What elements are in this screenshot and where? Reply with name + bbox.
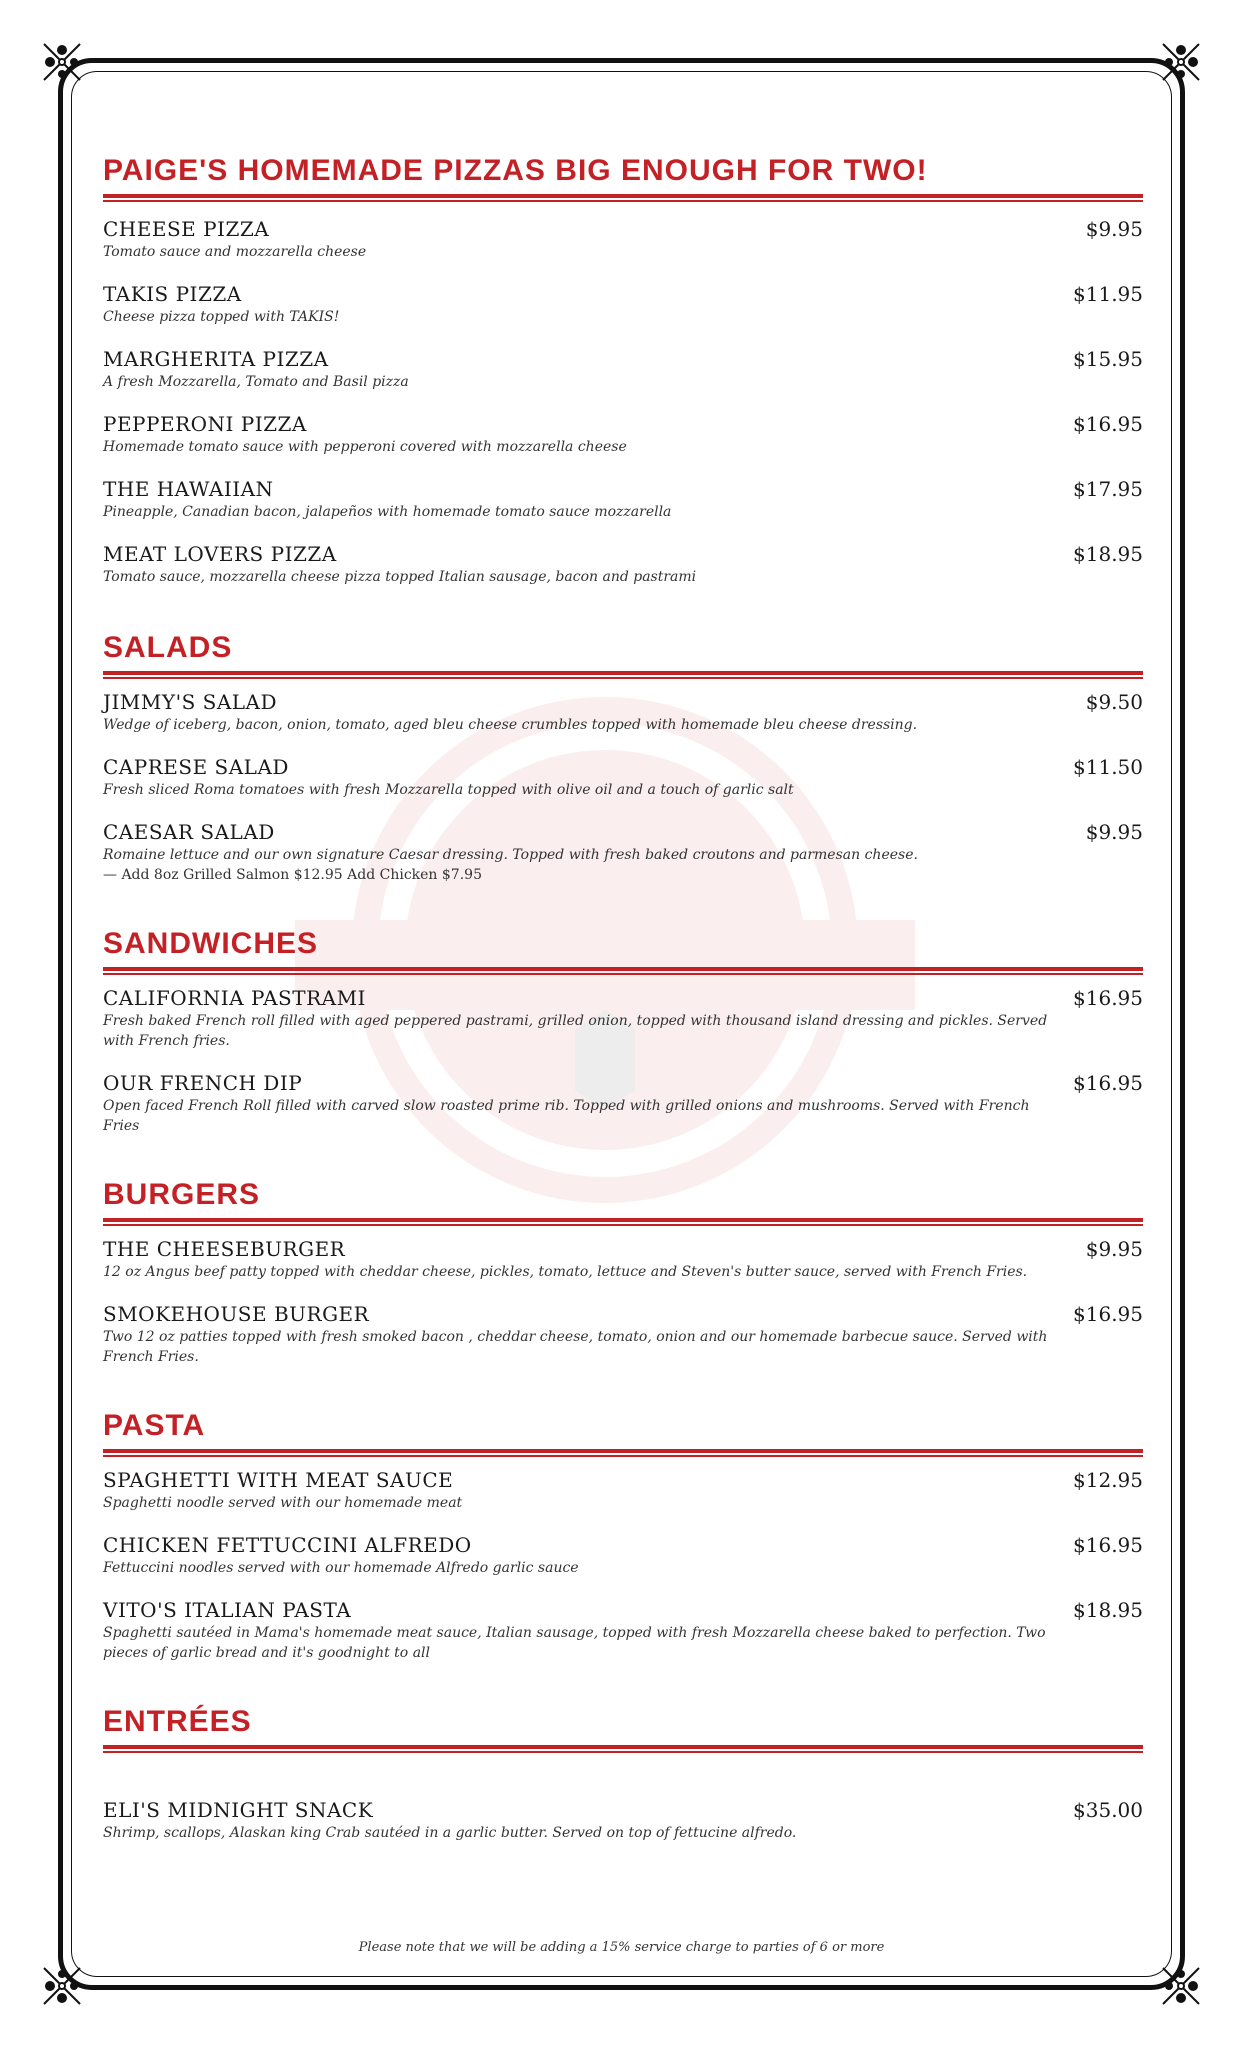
item-price: $16.95 bbox=[1073, 1302, 1143, 1326]
corner-ornament-icon bbox=[40, 1964, 84, 2008]
menu-section-pasta bbox=[103, 1407, 1143, 1663]
menu-section-salads bbox=[103, 629, 1143, 885]
item-description: Two 12 oz patties topped with fresh smoked bacon , cheddar cheese, tomato, onion and our homemade barbecue sauce. Served with French Fries. bbox=[103, 1329, 1048, 1365]
item-name: THE HAWAIIAN bbox=[103, 477, 274, 501]
item-price: $9.95 bbox=[1085, 1237, 1143, 1261]
item-description: Fresh baked French roll filled with aged peppered pastrami, grilled onion, topped with thousand island dressing and pickles. Served with French fries. bbox=[103, 1013, 1048, 1049]
item-description: Pineapple, Canadian bacon, jalapeños with homemade tomato sauce mozzarella bbox=[103, 504, 672, 520]
item-name: SPAGHETTI WITH MEAT SAUCE bbox=[103, 1468, 454, 1492]
section-divider bbox=[103, 1745, 1143, 1755]
item-name: CAESAR SALAD bbox=[103, 820, 275, 844]
menu-section-entrees bbox=[103, 1703, 1143, 1843]
item-name: CAPRESE SALAD bbox=[103, 755, 289, 779]
item-description: Romaine lettuce and our own signature Caesar dressing. Topped with fresh baked croutons and parmesan cheese. bbox=[103, 847, 918, 863]
menu-item bbox=[103, 689, 1143, 735]
section-divider bbox=[103, 1218, 1143, 1228]
menu-content bbox=[103, 152, 1143, 1843]
item-name: ELI'S MIDNIGHT SNACK bbox=[103, 1798, 374, 1822]
item-price: $16.95 bbox=[1073, 412, 1143, 436]
section-divider bbox=[103, 967, 1143, 977]
menu-item bbox=[103, 1236, 1143, 1282]
item-price: $15.95 bbox=[1073, 347, 1143, 371]
item-price: $9.95 bbox=[1085, 820, 1143, 844]
item-price: $9.50 bbox=[1085, 690, 1143, 714]
menu-section-burgers bbox=[103, 1176, 1143, 1367]
menu-item bbox=[103, 281, 1143, 327]
item-description: Homemade tomato sauce with pepperoni covered with mozzarella cheese bbox=[103, 439, 627, 455]
menu-item bbox=[103, 1532, 1143, 1578]
menu-item bbox=[103, 1597, 1143, 1663]
item-description: Fettuccini noodles served with our homemade Alfredo garlic sauce bbox=[103, 1560, 579, 1576]
section-divider bbox=[103, 671, 1143, 681]
item-price: $12.95 bbox=[1073, 1468, 1143, 1492]
item-price: $11.95 bbox=[1073, 282, 1143, 306]
item-name: CALIFORNIA PASTRAMI bbox=[103, 986, 366, 1010]
item-description: Wedge of iceberg, bacon, onion, tomato, aged bleu cheese crumbles topped with homemade bleu cheese dressing. bbox=[103, 717, 918, 733]
menu-item bbox=[103, 819, 1143, 885]
item-price: $16.95 bbox=[1073, 1533, 1143, 1557]
section-title: ENTRÉES bbox=[103, 1705, 252, 1738]
item-price: $16.95 bbox=[1073, 1071, 1143, 1095]
menu-item bbox=[103, 985, 1143, 1051]
menu-item bbox=[103, 1070, 1143, 1136]
menu-item bbox=[103, 1797, 1143, 1843]
item-price: $16.95 bbox=[1073, 986, 1143, 1010]
item-name: OUR FRENCH DIP bbox=[103, 1071, 303, 1095]
menu-item bbox=[103, 1301, 1143, 1367]
menu-item bbox=[103, 754, 1143, 800]
item-name: MARGHERITA PIZZA bbox=[103, 347, 329, 371]
section-divider bbox=[103, 194, 1143, 204]
item-description: Tomato sauce and mozzarella cheese bbox=[103, 244, 367, 260]
item-name: THE CHEESEBURGER bbox=[103, 1237, 346, 1261]
menu-item bbox=[103, 1467, 1143, 1513]
corner-ornament-icon bbox=[1159, 40, 1203, 84]
item-description: Tomato sauce, mozzarella cheese pizza topped Italian sausage, bacon and pastrami bbox=[103, 569, 697, 585]
section-title: SALADS bbox=[103, 631, 233, 664]
menu-section-sandwiches bbox=[103, 925, 1143, 1136]
menu-item bbox=[103, 216, 1143, 262]
item-name: JIMMY'S SALAD bbox=[103, 690, 278, 714]
item-description: 12 oz Angus beef patty topped with cheddar cheese, pickles, tomato, lettuce and Steven's butter sauce, served with French Fries. bbox=[103, 1264, 1028, 1280]
item-price: $9.95 bbox=[1085, 217, 1143, 241]
section-divider bbox=[103, 1449, 1143, 1459]
item-name: PEPPERONI PIZZA bbox=[103, 412, 307, 436]
item-name: CHICKEN FETTUCCINI ALFREDO bbox=[103, 1533, 472, 1557]
section-title: BURGERS bbox=[103, 1178, 261, 1211]
item-name: TAKIS PIZZA bbox=[103, 282, 242, 306]
item-name: MEAT LOVERS PIZZA bbox=[103, 542, 337, 566]
item-price: $11.50 bbox=[1073, 755, 1143, 779]
section-title: SANDWICHES bbox=[103, 927, 319, 960]
item-price: $35.00 bbox=[1073, 1798, 1143, 1822]
corner-ornament-icon bbox=[40, 40, 84, 84]
item-description: A fresh Mozzarella, Tomato and Basil pizza bbox=[103, 374, 409, 390]
section-title: PAIGE'S HOMEMADE PIZZAS BIG ENOUGH FOR TWO! bbox=[103, 154, 928, 187]
item-description: Cheese pizza topped with TAKIS! bbox=[103, 309, 340, 325]
item-price: $17.95 bbox=[1073, 477, 1143, 501]
menu-item bbox=[103, 411, 1143, 457]
item-description: Spaghetti noodle served with our homemade meat bbox=[103, 1495, 463, 1511]
corner-ornament-icon bbox=[1159, 1964, 1203, 2008]
item-description: Shrimp, scallops, Alaskan king Crab sautéed in a garlic butter. Served on top of fettucine alfredo. bbox=[103, 1825, 797, 1841]
item-price: $18.95 bbox=[1073, 542, 1143, 566]
item-description: Fresh sliced Roma tomatoes with fresh Mozzarella topped with olive oil and a touch of garlic salt bbox=[103, 782, 794, 798]
menu-section-pizzas bbox=[103, 152, 1143, 587]
item-description: Spaghetti sautéed in Mama's homemade meat sauce, Italian sausage, topped with fresh Mozzarella cheese baked to perfection. Two pieces of garlic bread and it's goodnight to all bbox=[103, 1625, 1046, 1661]
service-charge-note: Please note that we will be adding a 15% service charge to parties of 6 or more bbox=[358, 1940, 885, 1955]
section-title: PASTA bbox=[103, 1409, 206, 1442]
menu-item bbox=[103, 476, 1143, 522]
menu-item bbox=[103, 346, 1143, 392]
item-price: $18.95 bbox=[1073, 1598, 1143, 1622]
item-name: CHEESE PIZZA bbox=[103, 217, 270, 241]
item-description: Open faced French Roll filled with carved slow roasted prime rib. Topped with grilled onions and mushrooms. Served with French Fries bbox=[103, 1098, 1030, 1134]
item-name: VITO'S ITALIAN PASTA bbox=[103, 1598, 352, 1622]
item-add-ons: — Add 8oz Grilled Salmon $12.95 Add Chicken $7.95 bbox=[103, 867, 482, 883]
menu-item bbox=[103, 541, 1143, 587]
item-name: SMOKEHOUSE BURGER bbox=[103, 1302, 370, 1326]
